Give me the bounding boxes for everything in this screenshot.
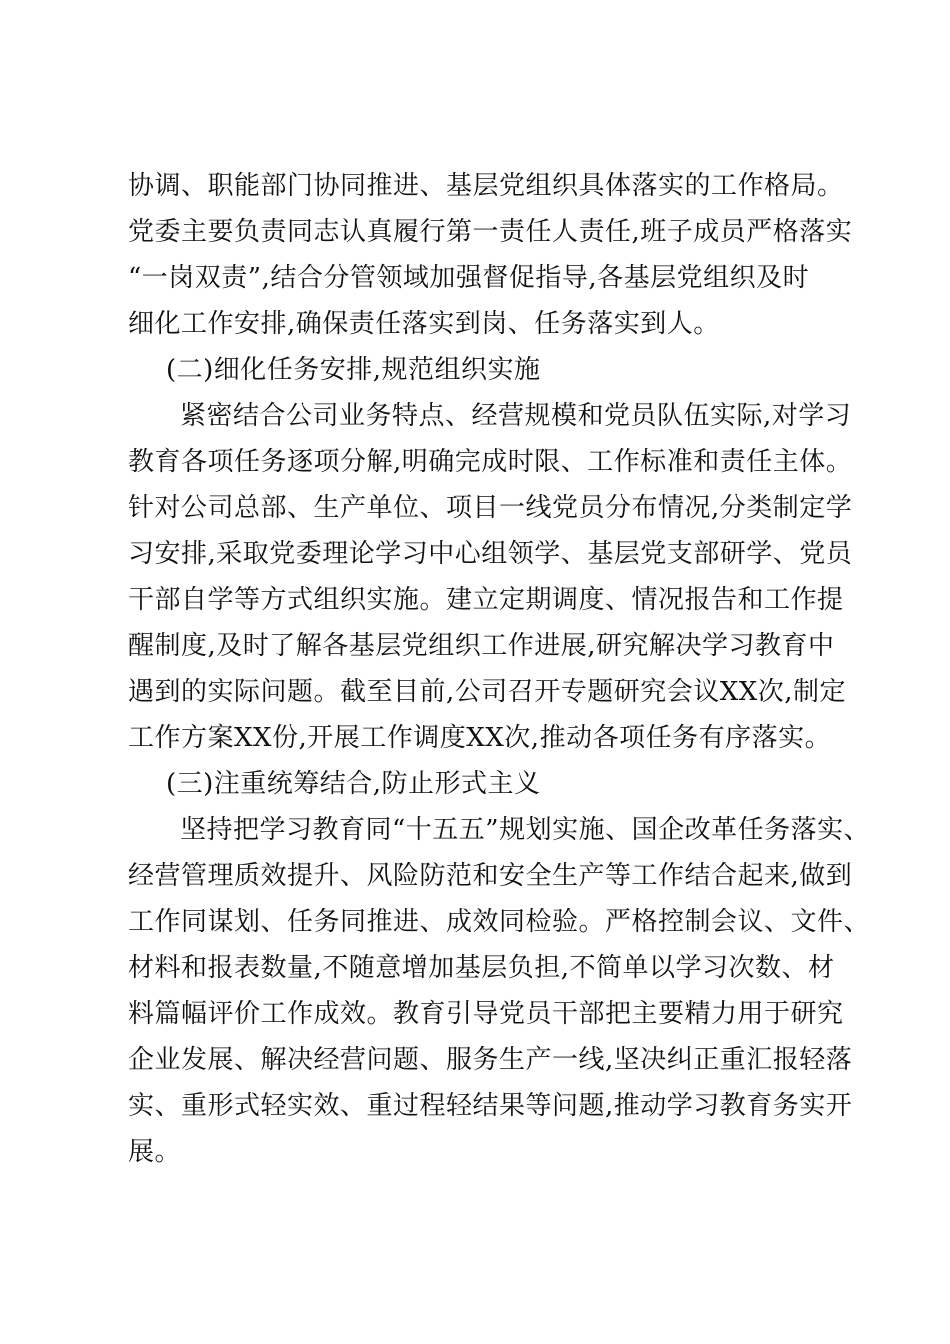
text-line: 坚持把学习教育同“十五五”规划实施、国企改革任务落实、 — [180, 815, 871, 845]
text-line: 实、重形式轻实效、重过程轻结果等问题,推动学习教育务实开 — [128, 1091, 853, 1121]
section-heading: (二)细化任务安排,规范组织实施 — [166, 355, 541, 385]
text-line: 干部自学等方式组织实施。建立定期调度、情况报告和工作提 — [128, 585, 844, 615]
text-line: 教育各项任务逐项分解,明确完成时限、工作标准和责任主体。 — [128, 447, 853, 477]
text-line: 习安排,采取党委理论学习中心组领学、基层党支部研学、党员 — [128, 539, 853, 569]
text-line: 企业发展、解决经营问题、服务生产一线,坚决纠正重汇报轻落 — [128, 1045, 853, 1075]
text-line: 紧密结合公司业务特点、经营规模和党员队伍实际,对学习 — [180, 401, 852, 431]
text-line: 展。 — [128, 1137, 182, 1167]
text-line: 料篇幅评价工作成效。教育引导党员干部把主要精力用于研究 — [128, 999, 844, 1029]
text-line: 协调、职能部门协同推进、基层党组织具体落实的工作格局。 — [128, 171, 844, 201]
text-line: 经营管理质效提升、风险防范和安全生产等工作结合起来,做到 — [128, 861, 853, 891]
section-heading: (三)注重统筹结合,防止形式主义 — [166, 769, 541, 799]
text-line: 针对公司总部、生产单位、项目一线党员分布情况,分类制定学 — [128, 493, 853, 523]
text-line: 工作方案XX份,开展工作调度XX次,推动各项任务有序落实。 — [128, 723, 832, 753]
text-line: 党委主要负责同志认真履行第一责任人责任,班子成员严格落实 — [128, 217, 853, 247]
text-line: 醒制度,及时了解各基层党组织工作进展,研究解决学习教育中 — [128, 631, 835, 661]
text-line: 工作同谋划、任务同推进、成效同检验。严格控制会议、文件、 — [128, 907, 871, 937]
text-line: “一岗双责”,结合分管领域加强督促指导,各基层党组织及时 — [128, 263, 810, 293]
text-line: 材料和报表数量,不随意增加基层负担,不简单以学习次数、材 — [128, 953, 835, 983]
text-line: 细化工作安排,确保责任落实到岗、任务落实到人。 — [128, 309, 720, 339]
text-line: 遇到的实际问题。截至目前,公司召开专题研究会议XX次,制定 — [128, 677, 847, 707]
